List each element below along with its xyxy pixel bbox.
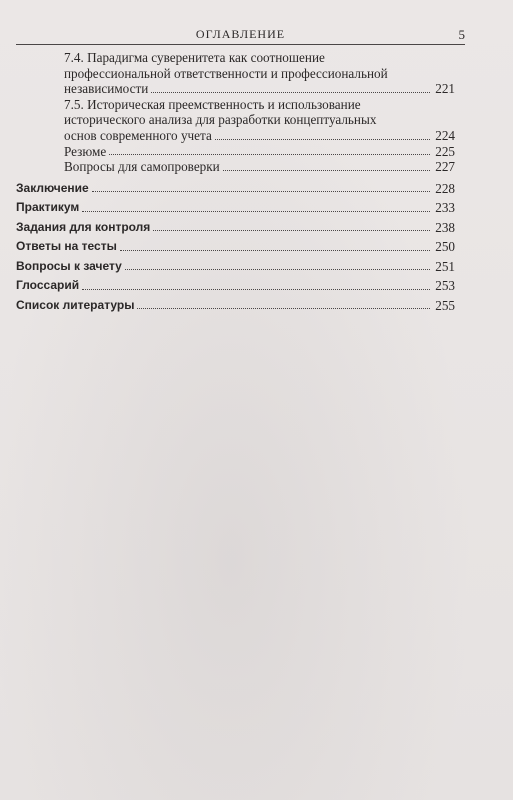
toc-entry-last-line (64, 159, 455, 175)
toc-entry-page: 233 (435, 200, 455, 216)
toc-entry-title: Задания для контроля (16, 219, 151, 234)
dot-leader (215, 139, 430, 140)
dot-leader (125, 269, 430, 270)
toc-entry-page: 224 (435, 127, 455, 143)
toc-entry-conclusion (16, 181, 455, 197)
toc-entry-text-line: профессиональной ответственности и профессиональной (64, 65, 388, 81)
toc-entry-title: Глоссарий (16, 278, 80, 293)
page-header (16, 27, 465, 43)
toc-entry-title: Практикум (16, 200, 80, 215)
toc-entry-last-line (64, 128, 455, 144)
toc-entry-page: 227 (435, 159, 455, 175)
toc-entry-page: 255 (435, 297, 455, 313)
toc-entry-title: Вопросы к зачету (16, 258, 122, 273)
toc-entry-last-line (64, 81, 455, 97)
toc-entry-title: Ответы на тесты (16, 239, 117, 254)
dot-leader (137, 308, 430, 309)
toc-entry-page: 250 (435, 239, 455, 255)
dot-leader (223, 170, 430, 171)
toc-entry-last-line (64, 144, 455, 160)
toc-subentry-7-5 (64, 97, 455, 144)
dot-leader (109, 154, 430, 155)
table-of-contents (16, 50, 455, 317)
toc-entry-control-tasks (16, 220, 455, 236)
toc-entry-test-answers (16, 239, 455, 255)
toc-entry-page: 253 (435, 278, 455, 294)
toc-entry-text-line: 7.4. Парадигма суверенитета как соотношение (64, 50, 325, 65)
toc-subentry-summary (64, 144, 455, 160)
header-rule (16, 44, 465, 45)
toc-entry-text-line: исторического анализа для разработки концептуальных (64, 112, 377, 128)
toc-entry-page: 238 (435, 219, 455, 235)
toc-entry-bibliography (16, 298, 455, 314)
toc-entry-practicum (16, 200, 455, 216)
running-head: ОГЛАВЛЕНИЕ (195, 27, 286, 41)
toc-entry-text-line: основ современного учета (64, 127, 212, 143)
dot-leader (92, 191, 430, 192)
toc-entry-exam-questions (16, 259, 455, 275)
dot-leader (153, 230, 430, 231)
toc-entry-page: 228 (435, 180, 455, 196)
toc-entry-text-line: независимости (64, 81, 149, 97)
toc-entry-page: 225 (435, 143, 455, 159)
page-number: 5 (458, 27, 465, 42)
toc-entry-title: Заключение (16, 180, 89, 195)
dot-leader (120, 250, 430, 251)
toc-entry-text-line: 7.5. Историческая преемственность и использование (64, 96, 361, 112)
toc-entry-page: 221 (435, 81, 455, 97)
toc-entry-glossary (16, 278, 455, 294)
toc-entry-page: 251 (435, 258, 455, 274)
dot-leader (82, 211, 430, 212)
toc-subentry-self-check (64, 159, 455, 175)
dot-leader (82, 289, 430, 290)
toc-entry-text-line: Резюме (64, 143, 107, 159)
dot-leader (151, 92, 430, 93)
toc-entry-title: Список литературы (16, 297, 135, 312)
toc-subentry-7-4 (64, 50, 455, 97)
toc-entry-text-line: Вопросы для самопроверки (64, 159, 220, 175)
